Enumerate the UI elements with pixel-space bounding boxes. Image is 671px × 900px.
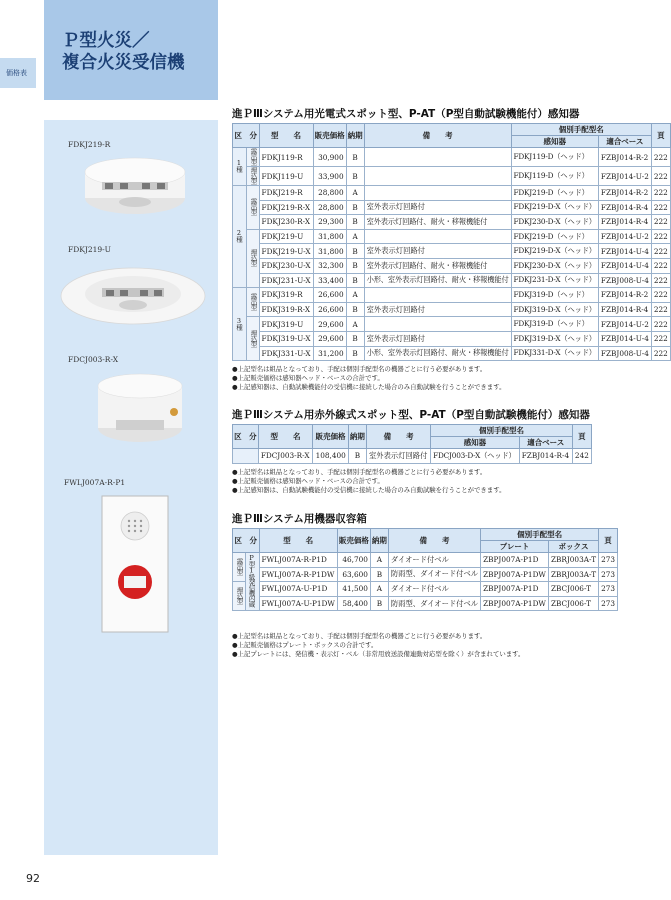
base-cell: FZBJ014-R-4 — [598, 215, 651, 230]
table-row — [233, 186, 671, 201]
col-kubun: 区 分 — [233, 529, 260, 553]
col-kubun: 区 分 — [233, 124, 260, 148]
price-cell: 32,300 — [313, 258, 346, 273]
biko-cell: 小形、室外表示灯回路付、耐火・移報機能付 — [364, 346, 511, 361]
model-cell: FDKJ219-U — [259, 229, 313, 244]
table-row — [233, 288, 671, 303]
base-cell: FZBJ008-U-4 — [598, 273, 651, 288]
table-row — [233, 553, 618, 568]
plate-cell: ZBPJ007A-P1DW — [481, 596, 549, 611]
page-cell: 222 — [651, 302, 670, 317]
subtype-label: 露出型 — [249, 198, 258, 215]
price-cell: 28,800 — [313, 186, 346, 201]
page-title-line1: Ｐ型火災／ — [62, 31, 150, 51]
price-cell: 31,200 — [313, 346, 346, 361]
category-cell — [233, 186, 247, 288]
model-cell: FDKJ319-U — [259, 317, 313, 332]
table-row — [233, 244, 671, 259]
photo-label-3: FDCJ003-R-X — [68, 355, 119, 364]
model-cell: FWLJ007A-U-P1DW — [259, 596, 337, 611]
table-row — [233, 215, 671, 230]
table-row — [233, 346, 671, 361]
model-cell: FWLJ007A-U-P1D — [259, 582, 337, 597]
price-cell: 29,600 — [313, 331, 346, 346]
noki-cell: B — [370, 596, 388, 611]
sensor-cell: FDCJ003-D-X（ヘッド） — [431, 449, 520, 464]
table-row — [233, 582, 618, 597]
col-box: ボックス — [548, 541, 598, 553]
section2-notes — [232, 468, 505, 494]
page-cell: 222 — [651, 317, 670, 332]
noki-cell: B — [346, 148, 364, 167]
page-cell: 222 — [651, 215, 670, 230]
subtype-cell — [247, 288, 260, 317]
sensor-cell: FDKJ230-D-X（ヘッド） — [511, 215, 598, 230]
section1-title: 進ＰⅢシステム用光電式スポット型、P-AT（P型自動試験機能付）感知器 — [232, 108, 580, 120]
table-row — [233, 200, 671, 215]
category-label: 2種 — [235, 229, 243, 242]
price-cell: 33,900 — [313, 167, 346, 186]
noki-cell: B — [348, 449, 366, 464]
model-cell: FDKJ219-R-X — [259, 200, 313, 215]
note: ●上記販売価格は感知器ヘッド・ベースの合計です。 — [232, 476, 384, 485]
photo-label-2: FDKJ219-U — [68, 245, 111, 254]
price-cell: 63,600 — [337, 567, 370, 582]
page-cell: 242 — [572, 449, 591, 464]
note: ●上記販売価格はプレート・ボックスの合計です。 — [232, 640, 378, 649]
subtype-cell — [247, 148, 260, 167]
base-cell: FZBJ014-U-4 — [598, 331, 651, 346]
price-cell: 30,900 — [313, 148, 346, 167]
subtype-cell — [247, 186, 260, 230]
note: ●上記販売価格は感知器ヘッド・ベースの合計です。 — [232, 373, 384, 382]
biko-cell: 室外表示灯回路付 — [364, 331, 511, 346]
biko-cell: ダイオード付ベル — [388, 582, 480, 597]
biko-cell: 室外表示灯回路付 — [367, 449, 431, 464]
noki-cell: B — [346, 346, 364, 361]
page-cell: 222 — [651, 346, 670, 361]
equipment-box-image — [100, 494, 170, 634]
biko-cell — [364, 229, 511, 244]
sensor-cell: FDKJ119-D（ヘッド） — [511, 167, 598, 186]
col-sensor: 感知器 — [431, 437, 520, 449]
noki-cell: B — [346, 244, 364, 259]
note: ●上記型名は組品となっており、手配は個別手配型名の機器ごとに行う必要があります。 — [232, 632, 487, 640]
subtype-cell — [233, 553, 246, 582]
col-base: 適合ベース — [519, 437, 572, 449]
noki-cell: A — [346, 186, 364, 201]
base-cell: FZBJ014-R-2 — [598, 148, 651, 167]
biko-cell — [364, 288, 511, 303]
photo-panel — [44, 120, 218, 855]
section2-table — [232, 424, 592, 464]
base-cell: FZBJ014-R-4 — [598, 200, 651, 215]
noki-cell: B — [346, 302, 364, 317]
category-cell — [233, 288, 247, 361]
subtype-cell — [247, 167, 260, 186]
sensor-cell: FDKJ231-D-X（ヘッド） — [511, 273, 598, 288]
subtype-label: 埋込型 — [249, 249, 258, 266]
model-cell: FWLJ007A-R-P1D — [259, 553, 337, 568]
subtype-label: 埋込型 — [249, 167, 258, 184]
col-biko: 備 考 — [364, 124, 511, 148]
base-cell: FZBJ014-U-2 — [598, 229, 651, 244]
page-cell: 222 — [651, 186, 670, 201]
col-biko: 備 考 — [388, 529, 480, 553]
noki-cell: B — [346, 273, 364, 288]
sensor-cell: FDKJ219-D-X（ヘッド） — [511, 200, 598, 215]
model-cell: FDKJ319-R — [259, 288, 313, 303]
base-cell: FZBJ014-R-4 — [519, 449, 572, 464]
page-cell: 273 — [599, 596, 618, 611]
base-cell: FZBJ014-U-4 — [598, 244, 651, 259]
base-cell: FZBJ014-R-2 — [598, 288, 651, 303]
biko-cell: 小形、室外表示灯回路付、耐火・移報機能付 — [364, 273, 511, 288]
price-cell: 29,600 — [313, 317, 346, 332]
price-cell: 33,400 — [313, 273, 346, 288]
page-cell: 273 — [599, 582, 618, 597]
sensor-cell: FDKJ219-D（ヘッド） — [511, 229, 598, 244]
col-kobetsu: 個別手配型名 — [511, 124, 651, 136]
biko-cell — [364, 317, 511, 332]
subtype-label: 露出型 — [249, 148, 258, 165]
col-noki: 納期 — [346, 124, 364, 148]
subtype-label: 露出型 — [249, 293, 258, 310]
model-cell: FDKJ231-U-X — [259, 273, 313, 288]
page-cell: 222 — [651, 273, 670, 288]
noki-cell: A — [370, 582, 388, 597]
subtype-cell — [247, 229, 260, 287]
col-price: 販売価格 — [313, 425, 349, 449]
sensor-cell: FDKJ319-D（ヘッド） — [511, 317, 598, 332]
sensor-cell: FDKJ331-D-X（ヘッド） — [511, 346, 598, 361]
section3-title: 進ＰⅢシステム用機器収容箱 — [232, 513, 367, 525]
model-cell: FDKJ119-U — [259, 167, 313, 186]
biko-cell: 室外表示灯回路付 — [364, 200, 511, 215]
biko-cell: 防雨型、ダイオード付ベル — [388, 596, 480, 611]
sensor-cell: FDKJ219-D（ヘッド） — [511, 186, 598, 201]
infrared-detector-image — [90, 370, 190, 450]
price-cell: 26,600 — [313, 302, 346, 317]
price-cell: 108,400 — [313, 449, 349, 464]
box-cell: ZBCJ006-T — [548, 596, 598, 611]
page-cell: 222 — [651, 148, 670, 167]
page-cell: 222 — [651, 229, 670, 244]
page-cell: 222 — [651, 288, 670, 303]
sensor-cell: FDKJ319-D-X（ヘッド） — [511, 302, 598, 317]
plate-cell: ZBPJ007A-P1D — [481, 582, 549, 597]
model-cell: FDKJ230-U-X — [259, 258, 313, 273]
page-cell: 273 — [599, 553, 618, 568]
category-cell — [233, 148, 247, 186]
table-row — [233, 567, 618, 582]
table-row — [233, 331, 671, 346]
price-cell: 31,800 — [313, 244, 346, 259]
photo-label-4: FWLJ007A-R-P1 — [64, 478, 126, 487]
biko-cell: 室外表示灯回路付、耐火・移報機能付 — [364, 258, 511, 273]
noki-cell: B — [346, 167, 364, 186]
model-cell: FDCJ003-R-X — [258, 449, 312, 464]
note: ●上記型名は組品となっており、手配は個別手配型名の機器ごとに行う必要があります。 — [232, 365, 487, 373]
price-cell: 31,800 — [313, 229, 346, 244]
category-label: 3種 — [235, 316, 243, 330]
page-cell: 222 — [651, 200, 670, 215]
noki-cell: A — [370, 553, 388, 568]
noki-cell: A — [346, 317, 364, 332]
base-cell: FZBJ008-U-4 — [598, 346, 651, 361]
col-kubun: 区 分 — [233, 425, 259, 449]
kubun-cell — [233, 449, 259, 464]
plate-cell: ZBPJ007A-P1DW — [481, 567, 549, 582]
price-cell: 41,500 — [337, 582, 370, 597]
sensor-cell: FDKJ319-D-X（ヘッド） — [511, 331, 598, 346]
price-cell: 28,800 — [313, 200, 346, 215]
page-cell: 222 — [651, 258, 670, 273]
note: ●上記感知器は、自動試験機能付の受信機に接続した場合のみ自動試験を行うことができます。 — [232, 485, 506, 494]
box-cell: ZBRJ003A-T — [548, 567, 598, 582]
page-number: 92 — [26, 872, 40, 885]
col-page: 頁 — [599, 529, 618, 553]
col-kobetsu: 個別手配型名 — [481, 529, 599, 541]
col-biko: 備 考 — [367, 425, 431, 449]
model-cell: FDKJ219-U-X — [259, 244, 313, 259]
biko-cell: 室外表示灯回路付 — [364, 302, 511, 317]
table-row — [233, 258, 671, 273]
category-cell — [245, 553, 259, 611]
subtype-label: 露出型 — [235, 558, 244, 575]
noki-cell: B — [346, 215, 364, 230]
table-row — [233, 148, 671, 167]
noki-cell: B — [346, 331, 364, 346]
col-katamei: 型 名 — [259, 124, 313, 148]
section3-table — [232, 528, 618, 611]
price-cell: 46,700 — [337, 553, 370, 568]
base-cell: FZBJ014-R-4 — [598, 302, 651, 317]
subtype-cell — [233, 582, 246, 611]
sensor-cell: FDKJ230-D-X（ヘッド） — [511, 258, 598, 273]
base-cell: FZBJ014-U-4 — [598, 258, 651, 273]
note: ●上記型名は組品となっており、手配は個別手配型名の機器ごとに行う必要があります。 — [232, 468, 487, 476]
noki-cell: A — [346, 288, 364, 303]
page-cell: 222 — [651, 167, 670, 186]
base-cell: FZBJ014-R-2 — [598, 186, 651, 201]
note: ●上記プレートには、発信機・表示灯・ベル（非常用放送設備連動対応型を除く）が含まれています。 — [232, 649, 525, 658]
biko-cell: 防雨型、ダイオード付ベル — [388, 567, 480, 582]
col-page: 頁 — [572, 425, 591, 449]
table-row — [233, 302, 671, 317]
side-tab-price-list[interactable]: 価格表 — [0, 58, 36, 88]
biko-cell — [364, 148, 511, 167]
col-page: 頁 — [651, 124, 670, 148]
section2-title: 進ＰⅢシステム用赤外線式スポット型、P-AT（P型自動試験機能付）感知器 — [232, 409, 590, 421]
section1-table — [232, 123, 671, 361]
col-noki: 納期 — [370, 529, 388, 553]
sensor-cell: FDKJ319-D（ヘッド） — [511, 288, 598, 303]
sensor-cell: FDKJ119-D（ヘッド） — [511, 148, 598, 167]
box-cell: ZBRJ003A-T — [548, 553, 598, 568]
biko-cell — [364, 167, 511, 186]
plate-cell: ZBPJ007A-P1D — [481, 553, 549, 568]
section1-notes — [232, 365, 505, 391]
model-cell: FWLJ007A-R-P1DW — [259, 567, 337, 582]
photo-label-1: FDKJ219-R — [68, 140, 111, 149]
page-cell: 273 — [599, 567, 618, 582]
col-price: 販売価格 — [313, 124, 346, 148]
subtype-label: 埋込型 — [249, 329, 258, 347]
col-kobetsu: 個別手配型名 — [431, 425, 573, 437]
model-cell: FDKJ319-R-X — [259, 302, 313, 317]
biko-cell: 室外表示灯回路付 — [364, 244, 511, 259]
table-row — [233, 449, 592, 464]
noki-cell: A — [346, 229, 364, 244]
price-cell: 58,400 — [337, 596, 370, 611]
page-title-line2: 複合火災受信機 — [62, 53, 185, 73]
subtype-label: 埋込型 — [235, 587, 244, 604]
sensor-cell: FDKJ219-D-X（ヘッド） — [511, 244, 598, 259]
col-plate: プレート — [481, 541, 549, 553]
base-cell: FZBJ014-U-2 — [598, 167, 651, 186]
model-cell: FDKJ219-R — [259, 186, 313, 201]
noki-cell: B — [346, 200, 364, 215]
subtype-cell — [247, 317, 260, 361]
model-cell: FDKJ230-R-X — [259, 215, 313, 230]
page-cell: 222 — [651, 331, 670, 346]
biko-cell: 室外表示灯回路付、耐火・移報機能付 — [364, 215, 511, 230]
table-row — [233, 273, 671, 288]
category-label: 1種 — [235, 159, 243, 172]
section3-notes — [232, 632, 524, 658]
model-cell: FDKJ331-U-X — [259, 346, 313, 361]
col-katamei: 型 名 — [259, 529, 337, 553]
col-price: 販売価格 — [337, 529, 370, 553]
noki-cell: B — [346, 258, 364, 273]
price-cell: 26,600 — [313, 288, 346, 303]
base-cell: FZBJ014-U-2 — [598, 317, 651, 332]
table-row — [233, 317, 671, 332]
table-row — [233, 229, 671, 244]
box-cell: ZBCJ006-T — [548, 582, 598, 597]
page-title — [62, 30, 212, 74]
biko-cell — [364, 186, 511, 201]
col-katamei: 型 名 — [258, 425, 312, 449]
model-cell: FDKJ319-U-X — [259, 331, 313, 346]
category-label: P型1級発信機内蔵 — [247, 554, 256, 607]
smoke-detector-flush-image — [58, 258, 208, 338]
price-cell: 29,300 — [313, 215, 346, 230]
model-cell: FDKJ119-R — [259, 148, 313, 167]
table-row — [233, 167, 671, 186]
col-sensor: 感知器 — [511, 136, 598, 148]
smoke-detector-surface-image — [80, 150, 190, 220]
col-noki: 納期 — [348, 425, 366, 449]
col-base: 適合ベース — [598, 136, 651, 148]
table-row — [233, 596, 618, 611]
biko-cell: ダイオード付ベル — [388, 553, 480, 568]
note: ●上記感知器は、自動試験機能付の受信機に接続した場合のみ自動試験を行うことができます。 — [232, 382, 506, 391]
noki-cell: B — [370, 567, 388, 582]
page-cell: 222 — [651, 244, 670, 259]
